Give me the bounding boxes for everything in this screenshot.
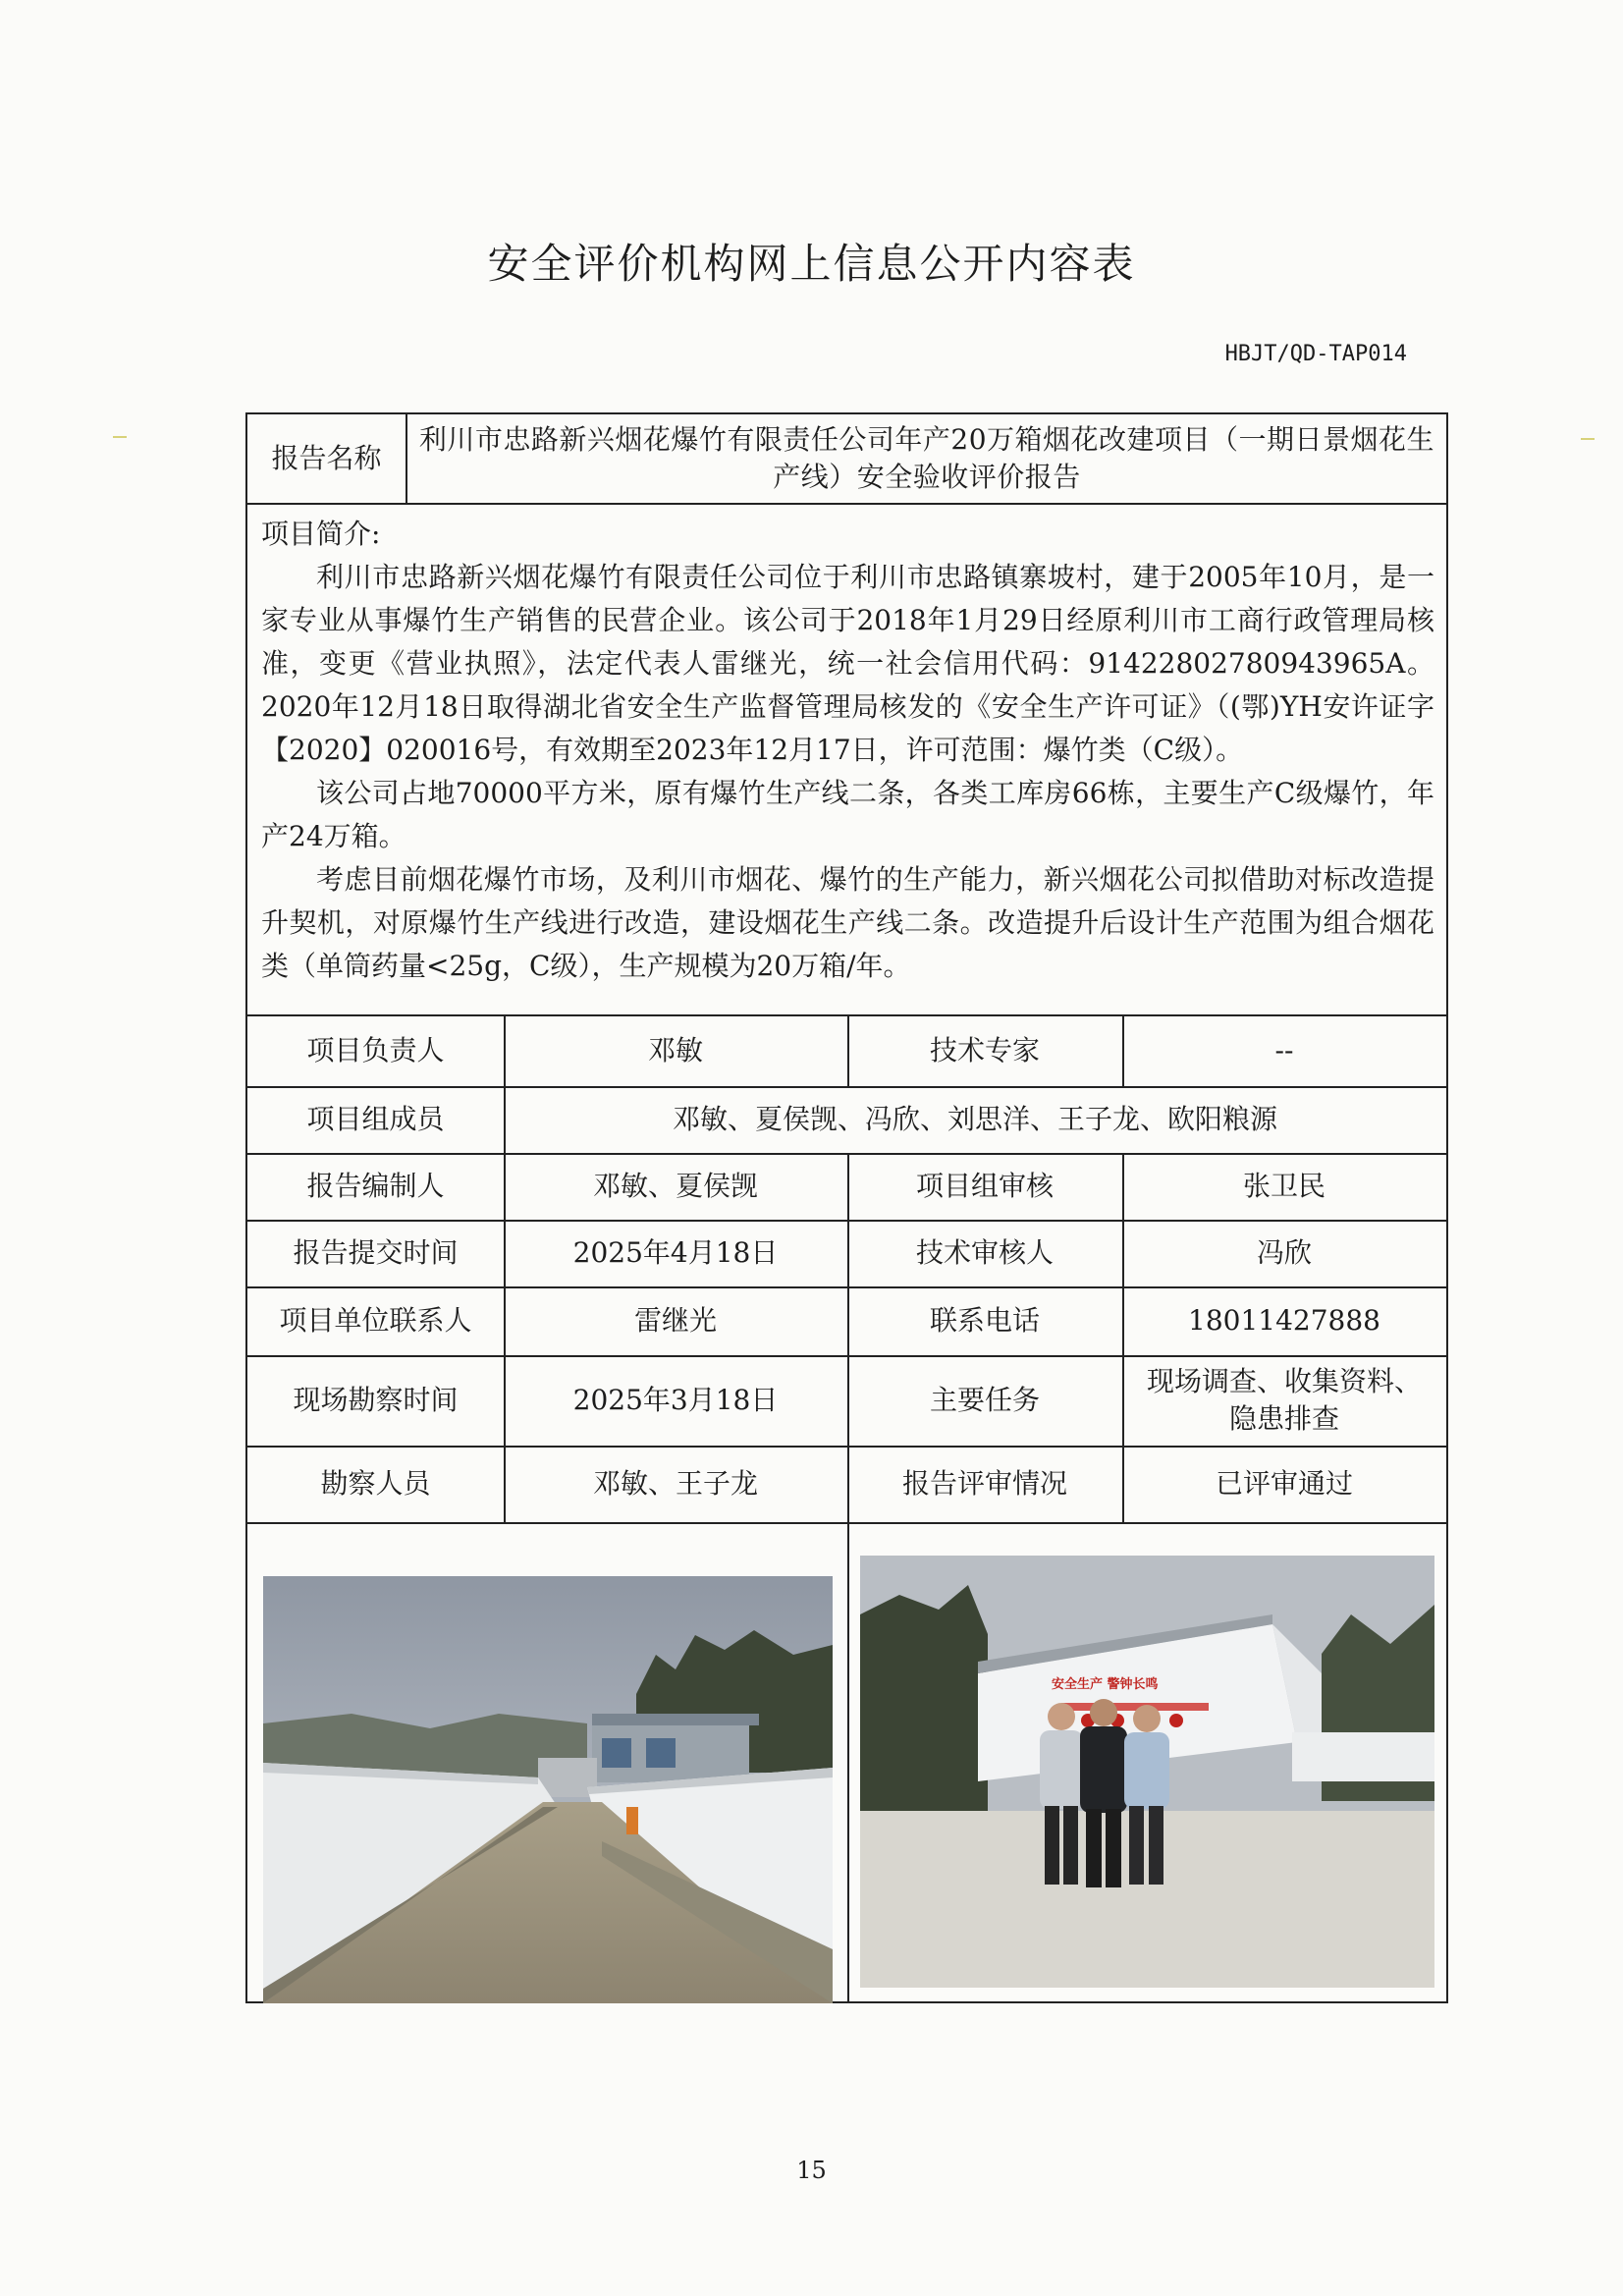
project-leader-label: 项目负责人 <box>306 1033 445 1066</box>
team-reviewer-label: 项目组审核 <box>915 1170 1054 1202</box>
survey-time-label: 现场勘察时间 <box>293 1384 459 1416</box>
surveyors-value: 邓敏、王子龙 <box>592 1467 758 1500</box>
wall-slogan: 安全生产 警钟长鸣 <box>1052 1677 1159 1692</box>
tech-reviewer-label: 技术审核人 <box>915 1236 1054 1269</box>
review-status-value: 已评审通过 <box>1215 1467 1353 1500</box>
submit-time-label: 报告提交时间 <box>293 1236 459 1269</box>
tech-expert-label: 技术专家 <box>929 1033 1040 1066</box>
submit-time-value: 2025年4月18日 <box>572 1236 779 1269</box>
contact-label: 项目单位联系人 <box>279 1304 472 1337</box>
project-leader-value: 邓敏 <box>647 1033 703 1066</box>
contact-value: 雷继光 <box>633 1304 717 1337</box>
site-photo-people <box>860 1556 1434 1988</box>
intro-heading: 项目简介: <box>261 518 381 550</box>
main-task-label: 主要任务 <box>929 1384 1040 1416</box>
report-name-label: 报告名称 <box>271 442 382 474</box>
info-table <box>245 412 1448 2003</box>
report-name-value: 利川市忠路新兴烟花爆竹有限责任公司年产20万箱烟花改建项目（一期日景烟花生产线）安全验收评价报告 <box>418 423 1435 493</box>
phone-value: 18011427888 <box>1188 1304 1380 1337</box>
team-members-value: 邓敏、夏侯觊、冯欣、刘思洋、王子龙、欧阳粮源 <box>672 1103 1277 1135</box>
project-intro <box>261 513 1434 988</box>
divider <box>247 503 1446 505</box>
compiler-value: 邓敏、夏侯觊 <box>592 1170 758 1202</box>
page-number: 15 <box>796 2157 827 2184</box>
survey-time-value: 2025年3月18日 <box>572 1384 779 1416</box>
compiler-label: 报告编制人 <box>306 1170 445 1202</box>
review-status-label: 报告评审情况 <box>901 1467 1067 1500</box>
surveyors-label: 勘察人员 <box>320 1467 431 1500</box>
document-code: HBJT/QD-TAP014 <box>1224 342 1407 366</box>
team-members-label: 项目组成员 <box>306 1103 445 1135</box>
intro-paragraph: 考虑目前烟花爆竹市场，及利川市烟花、爆竹的生产能力，新兴烟花公司拟借助对标改造提升契机，对原爆竹生产线进行改造，建设烟花生产线二条。改造提升后设计生产范围为组合烟花类（单筒药量<25g，C级），生产规模为20万箱/年。 <box>261 863 1434 982</box>
intro-paragraph: 该公司占地70000平方米，原有爆竹生产线二条，各类工库房66栋，主要生产C级爆竹，年产24万箱。 <box>261 777 1434 852</box>
tech-reviewer-value: 冯欣 <box>1256 1236 1312 1269</box>
phone-label: 联系电话 <box>929 1304 1040 1337</box>
tech-expert-value: -- <box>1274 1033 1294 1066</box>
site-photo-road <box>263 1576 833 2003</box>
main-task-value: 现场调查、收集资料、隐患排查 <box>1146 1365 1422 1435</box>
page-title: 安全评价机构网上信息公开内容表 <box>487 240 1136 288</box>
team-reviewer-value: 张卫民 <box>1242 1170 1325 1202</box>
divider <box>847 1522 849 2003</box>
intro-paragraph: 利川市忠路新兴烟花爆竹有限责任公司位于利川市忠路镇寨坡村，建于2005年10月，是一家专业从事爆竹生产销售的民营企业。该公司于2018年1月29日经原利川市工商行政管理局核准，变更《营业执照》，法定代表人雷继光，统一社会信用代码：91422802780943965A。2020年12月18日取得湖北省安全生产监督管理局核发的《安全生产许可证》（(鄂)YH安许证字【2020】020016号，有效期至2023年12月17日，许可范围：爆竹类（C级）。 <box>261 561 1434 766</box>
